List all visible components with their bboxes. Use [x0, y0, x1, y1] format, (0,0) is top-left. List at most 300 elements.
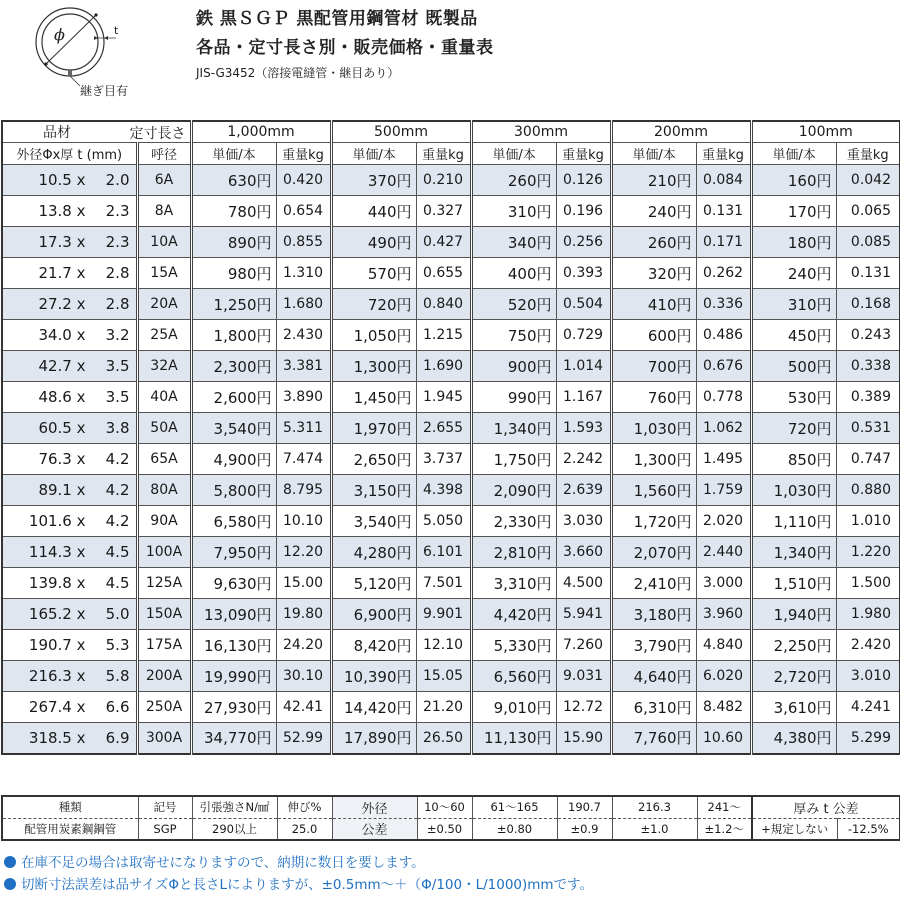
weight-cell: 12.20	[276, 537, 331, 568]
price-cell: 6,560円	[471, 661, 556, 692]
nominal-size: 10A	[137, 227, 191, 258]
wall-thickness: 2.8	[105, 295, 130, 313]
bullet-icon	[4, 856, 16, 868]
bullet-icon	[4, 878, 16, 890]
size-cell	[2, 227, 137, 258]
price-cell: 1,750円	[471, 444, 556, 475]
weight-cell: 0.389	[836, 382, 900, 413]
price-cell: 34,770円	[191, 723, 276, 754]
price-cell: 3,540円	[331, 506, 416, 537]
spec-thickness-minus: -12.5%	[837, 818, 900, 840]
header-price: 単価/本	[611, 143, 696, 165]
weight-cell: 1.759	[696, 475, 751, 506]
weight-cell: 0.085	[836, 227, 900, 258]
price-cell: 2,330円	[471, 506, 556, 537]
weight-cell: 2.242	[556, 444, 611, 475]
spec-od-tol: ±1.2～	[697, 818, 752, 840]
wall-thickness: 2.3	[105, 202, 130, 220]
price-cell: 170円	[751, 196, 836, 227]
price-cell: 370円	[331, 165, 416, 196]
weight-cell: 5.311	[276, 413, 331, 444]
weight-cell: 0.654	[276, 196, 331, 227]
nominal-size: 6A	[137, 165, 191, 196]
outer-diameter: 190.7 x	[28, 636, 86, 654]
table-row	[2, 258, 900, 289]
price-cell: 3,540円	[191, 413, 276, 444]
price-cell: 7,760円	[611, 723, 696, 754]
price-cell: 17,890円	[331, 723, 416, 754]
pipe-diagram-icon	[24, 2, 144, 87]
price-cell: 9,630円	[191, 568, 276, 599]
price-cell: 520円	[471, 289, 556, 320]
spec-kind-header: 種類	[2, 796, 138, 818]
outer-diameter: 101.6 x	[28, 512, 86, 530]
price-cell: 450円	[751, 320, 836, 351]
header-weight: 重量kg	[836, 143, 900, 165]
weight-cell: 7.501	[416, 568, 471, 599]
price-cell: 500円	[751, 351, 836, 382]
weight-cell: 6.101	[416, 537, 471, 568]
outer-diameter: 267.4 x	[28, 698, 86, 716]
price-cell: 320円	[611, 258, 696, 289]
size-cell	[2, 320, 137, 351]
nominal-size: 20A	[137, 289, 191, 320]
weight-cell: 4.241	[836, 692, 900, 723]
price-cell: 990円	[471, 382, 556, 413]
table-row	[2, 661, 900, 692]
price-cell: 1,050円	[331, 320, 416, 351]
spec-od-tol: ±1.0	[612, 818, 697, 840]
weight-cell: 2.430	[276, 320, 331, 351]
outer-diameter: 76.3 x	[38, 450, 86, 468]
spec-od-range: 190.7	[557, 796, 612, 818]
spec-value-row	[2, 818, 900, 840]
weight-cell: 4.398	[416, 475, 471, 506]
wall-thickness: 2.0	[105, 171, 130, 189]
outer-diameter: 60.5 x	[38, 419, 86, 437]
price-cell: 1,300円	[331, 351, 416, 382]
nominal-size: 100A	[137, 537, 191, 568]
size-cell	[2, 444, 137, 475]
nominal-size: 90A	[137, 506, 191, 537]
table-row	[2, 320, 900, 351]
weight-cell: 0.676	[696, 351, 751, 382]
price-cell: 10,390円	[331, 661, 416, 692]
price-cell: 340円	[471, 227, 556, 258]
price-cell: 720円	[331, 289, 416, 320]
weight-cell: 3.737	[416, 444, 471, 475]
price-cell: 2,650円	[331, 444, 416, 475]
weight-cell: 2.020	[696, 506, 751, 537]
weight-cell: 1.167	[556, 382, 611, 413]
svg-text:t: t	[114, 24, 119, 37]
wall-thickness: 6.6	[105, 698, 130, 716]
weight-cell: 1.680	[276, 289, 331, 320]
weight-cell: 0.084	[696, 165, 751, 196]
spec-od-range: 10～60	[417, 796, 472, 818]
weight-cell: 1.495	[696, 444, 751, 475]
nominal-size: 65A	[137, 444, 191, 475]
spec-elongation-header: 伸び%	[277, 796, 332, 818]
outer-diameter: 165.2 x	[28, 605, 86, 623]
weight-cell: 1.593	[556, 413, 611, 444]
price-cell: 6,900円	[331, 599, 416, 630]
spec-symbol-value: SGP	[138, 818, 192, 840]
header-length-200: 200mm	[611, 121, 751, 143]
spec-tolerance-table	[1, 795, 900, 841]
header-material: 品材	[2, 121, 137, 143]
price-cell: 3,310円	[471, 568, 556, 599]
nominal-size: 250A	[137, 692, 191, 723]
weight-cell: 5.941	[556, 599, 611, 630]
standard-label: JIS-G3452（溶接電縫管・継目あり）	[196, 66, 400, 80]
weight-cell: 3.890	[276, 382, 331, 413]
wall-thickness: 3.5	[105, 388, 130, 406]
price-cell: 1,720円	[611, 506, 696, 537]
table-row	[2, 475, 900, 506]
outer-diameter: 13.8 x	[38, 202, 86, 220]
price-weight-table	[1, 120, 900, 755]
weight-cell: 0.880	[836, 475, 900, 506]
nominal-size: 25A	[137, 320, 191, 351]
note-stock: 在庫不足の場合は取寄せになりますので、納期に数日を要します。	[4, 852, 593, 874]
price-cell: 3,610円	[751, 692, 836, 723]
price-cell: 240円	[751, 258, 836, 289]
spec-od-tol: ±0.9	[557, 818, 612, 840]
price-cell: 180円	[751, 227, 836, 258]
price-cell: 3,150円	[331, 475, 416, 506]
page-title: 鉄 黒ＳＧＰ 黒配管用鋼管材 既製品	[196, 9, 478, 29]
table-row	[2, 227, 900, 258]
price-cell: 750円	[471, 320, 556, 351]
weight-cell: 15.05	[416, 661, 471, 692]
weight-cell: 2.440	[696, 537, 751, 568]
weight-cell: 0.655	[416, 258, 471, 289]
price-cell: 600円	[611, 320, 696, 351]
nominal-size: 32A	[137, 351, 191, 382]
outer-diameter: 34.0 x	[38, 326, 86, 344]
price-cell: 1,340円	[471, 413, 556, 444]
price-cell: 1,940円	[751, 599, 836, 630]
spec-od-range: 241～	[697, 796, 752, 818]
weight-cell: 0.210	[416, 165, 471, 196]
price-cell: 2,300円	[191, 351, 276, 382]
weight-cell: 0.840	[416, 289, 471, 320]
weight-cell: 21.20	[416, 692, 471, 723]
price-cell: 720円	[751, 413, 836, 444]
size-cell	[2, 351, 137, 382]
spec-od-range: 216.3	[612, 796, 697, 818]
nominal-size: 80A	[137, 475, 191, 506]
weight-cell: 2.655	[416, 413, 471, 444]
weight-cell: 5.299	[836, 723, 900, 754]
weight-cell: 9.901	[416, 599, 471, 630]
page-subtitle: 各品・定寸長さ別・販売価格・重量表	[196, 38, 494, 58]
weight-cell: 15.00	[276, 568, 331, 599]
price-cell: 310円	[471, 196, 556, 227]
price-cell: 7,950円	[191, 537, 276, 568]
outer-diameter: 48.6 x	[38, 388, 86, 406]
price-cell: 2,410円	[611, 568, 696, 599]
price-cell: 5,330円	[471, 630, 556, 661]
price-cell: 4,420円	[471, 599, 556, 630]
outer-diameter: 139.8 x	[28, 574, 86, 592]
table-row	[2, 692, 900, 723]
header-weight: 重量kg	[416, 143, 471, 165]
price-cell: 1,250円	[191, 289, 276, 320]
header-price: 単価/本	[191, 143, 276, 165]
price-cell: 260円	[471, 165, 556, 196]
wall-thickness: 4.5	[105, 543, 130, 561]
weight-cell: 24.20	[276, 630, 331, 661]
table-row	[2, 630, 900, 661]
weight-cell: 3.960	[696, 599, 751, 630]
weight-cell: 0.336	[696, 289, 751, 320]
size-cell	[2, 723, 137, 754]
price-cell: 490円	[331, 227, 416, 258]
price-cell: 1,030円	[611, 413, 696, 444]
wall-thickness: 2.3	[105, 233, 130, 251]
weight-cell: 0.131	[696, 196, 751, 227]
weight-cell: 3.000	[696, 568, 751, 599]
wall-thickness: 3.2	[105, 326, 130, 344]
price-cell: 400円	[471, 258, 556, 289]
price-cell: 5,120円	[331, 568, 416, 599]
weight-cell: 0.486	[696, 320, 751, 351]
size-cell	[2, 258, 137, 289]
weight-cell: 3.010	[836, 661, 900, 692]
outer-diameter: 27.2 x	[38, 295, 86, 313]
weight-cell: 1.220	[836, 537, 900, 568]
header-fixed-length: 定寸長さ	[137, 121, 191, 143]
weight-cell: 0.778	[696, 382, 751, 413]
spec-thickness-plus: +規定しない	[752, 818, 837, 840]
spec-od-tol: ±0.80	[472, 818, 557, 840]
nominal-size: 200A	[137, 661, 191, 692]
size-cell	[2, 196, 137, 227]
spec-thickness-tol-header: 厚み t 公差	[752, 796, 900, 818]
weight-cell: 3.030	[556, 506, 611, 537]
weight-cell: 0.262	[696, 258, 751, 289]
size-cell	[2, 661, 137, 692]
table-row	[2, 413, 900, 444]
nominal-size: 175A	[137, 630, 191, 661]
weight-cell: 0.747	[836, 444, 900, 475]
size-cell	[2, 692, 137, 723]
price-cell: 13,090円	[191, 599, 276, 630]
nominal-size: 125A	[137, 568, 191, 599]
weight-cell: 8.482	[696, 692, 751, 723]
price-cell: 410円	[611, 289, 696, 320]
size-cell	[2, 568, 137, 599]
price-cell: 2,810円	[471, 537, 556, 568]
weight-cell: 1.310	[276, 258, 331, 289]
price-cell: 980円	[191, 258, 276, 289]
price-cell: 6,580円	[191, 506, 276, 537]
weight-cell: 0.393	[556, 258, 611, 289]
price-cell: 4,280円	[331, 537, 416, 568]
wall-thickness: 4.2	[105, 481, 130, 499]
table-row	[2, 568, 900, 599]
header-length-500: 500mm	[331, 121, 471, 143]
weight-cell: 12.72	[556, 692, 611, 723]
price-cell: 3,790円	[611, 630, 696, 661]
header-length-1000: 1,000mm	[191, 121, 331, 143]
price-cell: 2,720円	[751, 661, 836, 692]
size-cell	[2, 537, 137, 568]
header-row-lengths	[2, 121, 900, 143]
weight-cell: 1.215	[416, 320, 471, 351]
price-cell: 440円	[331, 196, 416, 227]
weight-cell: 7.260	[556, 630, 611, 661]
price-cell: 260円	[611, 227, 696, 258]
price-cell: 1,450円	[331, 382, 416, 413]
weight-cell: 1.014	[556, 351, 611, 382]
weight-cell: 0.256	[556, 227, 611, 258]
table-row	[2, 382, 900, 413]
price-cell: 2,600円	[191, 382, 276, 413]
weight-cell: 1.500	[836, 568, 900, 599]
price-cell: 1,800円	[191, 320, 276, 351]
price-cell: 530円	[751, 382, 836, 413]
weight-cell: 2.639	[556, 475, 611, 506]
wall-thickness: 5.0	[105, 605, 130, 623]
table-row	[2, 196, 900, 227]
weight-cell: 42.41	[276, 692, 331, 723]
price-cell: 19,990円	[191, 661, 276, 692]
weight-cell: 0.504	[556, 289, 611, 320]
size-cell	[2, 475, 137, 506]
weight-cell: 5.050	[416, 506, 471, 537]
price-cell: 2,090円	[471, 475, 556, 506]
header-price: 単価/本	[471, 143, 556, 165]
price-cell: 1,030円	[751, 475, 836, 506]
notes	[4, 852, 593, 896]
price-cell: 11,130円	[471, 723, 556, 754]
weight-cell: 0.171	[696, 227, 751, 258]
price-cell: 1,510円	[751, 568, 836, 599]
size-cell	[2, 382, 137, 413]
weight-cell: 0.855	[276, 227, 331, 258]
weight-cell: 0.420	[276, 165, 331, 196]
price-cell: 1,970円	[331, 413, 416, 444]
price-cell: 14,420円	[331, 692, 416, 723]
header-weight: 重量kg	[696, 143, 751, 165]
weight-cell: 0.042	[836, 165, 900, 196]
price-cell: 16,130円	[191, 630, 276, 661]
header-weight: 重量kg	[556, 143, 611, 165]
wall-thickness: 3.8	[105, 419, 130, 437]
weight-cell: 0.427	[416, 227, 471, 258]
size-cell	[2, 289, 137, 320]
price-cell: 4,900円	[191, 444, 276, 475]
weight-cell: 0.131	[836, 258, 900, 289]
weight-cell: 0.729	[556, 320, 611, 351]
price-cell: 6,310円	[611, 692, 696, 723]
price-cell: 160円	[751, 165, 836, 196]
price-cell: 2,070円	[611, 537, 696, 568]
weight-cell: 0.168	[836, 289, 900, 320]
table-row	[2, 537, 900, 568]
table-row	[2, 165, 900, 196]
size-cell	[2, 413, 137, 444]
wall-thickness: 3.5	[105, 357, 130, 375]
spec-od-range: 61～165	[472, 796, 557, 818]
wall-thickness: 4.2	[105, 512, 130, 530]
weight-cell: 1.062	[696, 413, 751, 444]
price-cell: 210円	[611, 165, 696, 196]
price-cell: 4,640円	[611, 661, 696, 692]
weight-cell: 1.945	[416, 382, 471, 413]
weight-cell: 8.795	[276, 475, 331, 506]
spec-symbol-header: 記号	[138, 796, 192, 818]
price-cell: 700円	[611, 351, 696, 382]
weight-cell: 0.338	[836, 351, 900, 382]
spec-tensile-value: 290以上	[192, 818, 277, 840]
weight-cell: 4.840	[696, 630, 751, 661]
price-cell: 8,420円	[331, 630, 416, 661]
price-cell: 4,380円	[751, 723, 836, 754]
wall-thickness: 4.5	[105, 574, 130, 592]
price-cell: 850円	[751, 444, 836, 475]
weight-cell: 6.020	[696, 661, 751, 692]
wall-thickness: 6.9	[105, 728, 130, 747]
price-cell: 900円	[471, 351, 556, 382]
table-row	[2, 599, 900, 630]
outer-diameter: 42.7 x	[38, 357, 86, 375]
wall-thickness: 5.8	[105, 667, 130, 685]
size-cell	[2, 506, 137, 537]
price-cell: 3,180円	[611, 599, 696, 630]
price-cell: 570円	[331, 258, 416, 289]
outer-diameter: 216.3 x	[28, 667, 86, 685]
weight-cell: 30.10	[276, 661, 331, 692]
spec-kind-value: 配管用炭素鋼鋼管	[2, 818, 138, 840]
outer-diameter: 10.5 x	[38, 171, 86, 189]
weight-cell: 1.690	[416, 351, 471, 382]
nominal-size: 40A	[137, 382, 191, 413]
weight-cell: 0.126	[556, 165, 611, 196]
weight-cell: 26.50	[416, 723, 471, 754]
table-row	[2, 289, 900, 320]
page-header	[0, 0, 900, 112]
header-size: 外径Φx厚 t (mm)	[2, 143, 137, 165]
spec-header-row	[2, 796, 900, 818]
price-cell: 2,250円	[751, 630, 836, 661]
outer-diameter: 114.3 x	[28, 543, 86, 561]
price-cell: 630円	[191, 165, 276, 196]
weight-cell: 12.10	[416, 630, 471, 661]
weight-cell: 0.243	[836, 320, 900, 351]
weight-cell: 10.10	[276, 506, 331, 537]
weight-cell: 7.474	[276, 444, 331, 475]
weight-cell: 4.500	[556, 568, 611, 599]
nominal-size: 150A	[137, 599, 191, 630]
weight-cell: 10.60	[696, 723, 751, 754]
price-cell: 760円	[611, 382, 696, 413]
price-cell: 27,930円	[191, 692, 276, 723]
weight-cell: 1.980	[836, 599, 900, 630]
outer-diameter: 89.1 x	[38, 481, 86, 499]
outer-diameter: 21.7 x	[38, 264, 86, 282]
price-cell: 310円	[751, 289, 836, 320]
table-row	[2, 351, 900, 382]
weight-cell: 0.531	[836, 413, 900, 444]
price-cell: 1,110円	[751, 506, 836, 537]
price-cell: 9,010円	[471, 692, 556, 723]
weight-cell: 2.420	[836, 630, 900, 661]
svg-text:ϕ: ϕ	[54, 25, 65, 44]
